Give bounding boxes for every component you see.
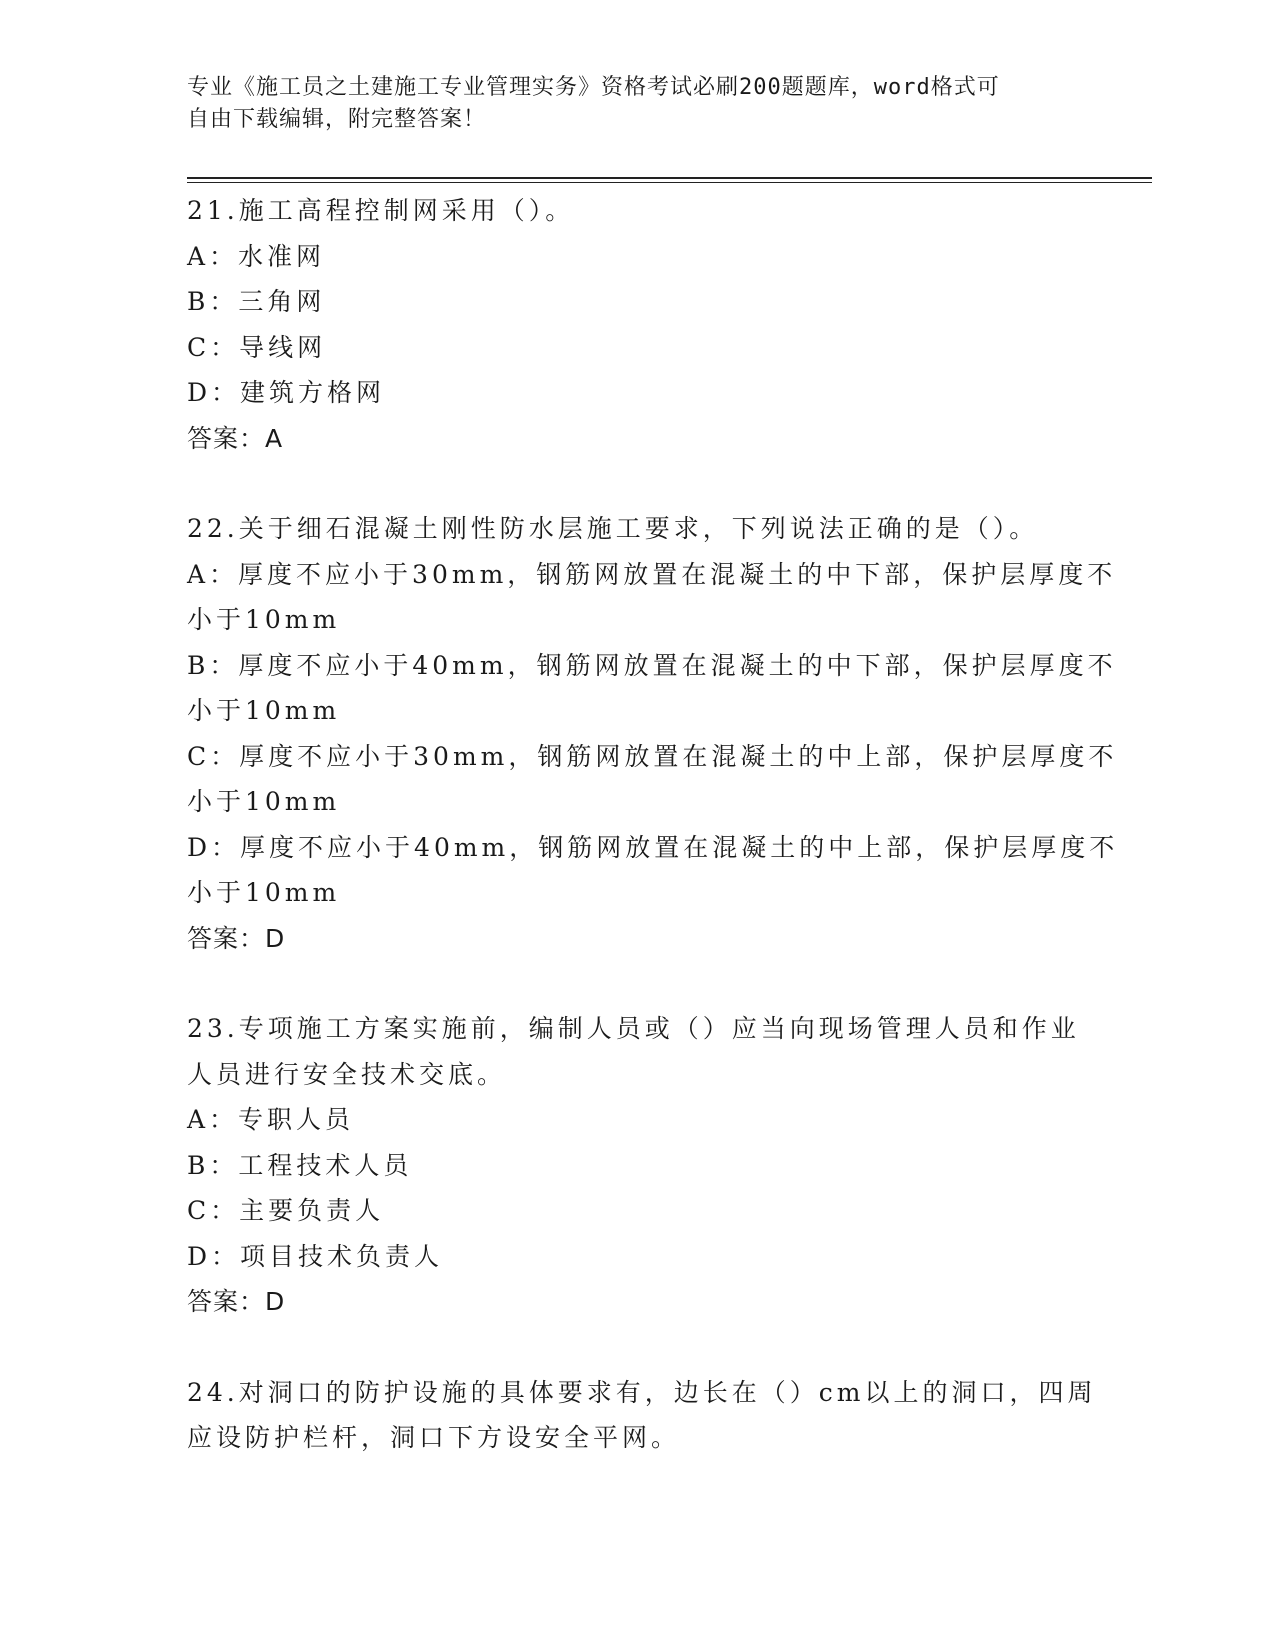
answer-option: 小于10mm <box>187 605 341 634</box>
question-list <box>187 188 1119 1506</box>
question-stem: 21.施工高程控制网采用（）。 <box>187 196 575 225</box>
question-block <box>187 188 1087 461</box>
question-stem: 22.关于细石混凝土刚性防水层施工要求，下列说法正确的是（）。 <box>187 514 1039 543</box>
question-stem: 应设防护栏杆，洞口下方设安全平网。 <box>187 1423 681 1452</box>
question-stem: 23.专项施工方案实施前，编制人员或（）应当向现场管理人员和作业 <box>187 1014 1080 1043</box>
header-divider-thick <box>187 177 1152 179</box>
answer-option: C：主要负责人 <box>187 1196 385 1225</box>
answer-key: 答案：D <box>187 1287 286 1316</box>
header-divider-thin <box>187 182 1152 183</box>
answer-option: 小于10mm <box>187 787 341 816</box>
header-line-1: 专业《施工员之土建施工专业管理实务》资格考试必刷200题题库，word格式可 <box>187 75 1000 100</box>
answer-option: C：厚度不应小于30mm，钢筋网放置在混凝土的中上部，保护层厚度不 <box>187 741 1118 771</box>
answer-option: D：建筑方格网 <box>187 378 386 407</box>
question-block <box>187 506 1119 961</box>
answer-option: B：厚度不应小于40mm，钢筋网放置在混凝土的中下部，保护层厚度不 <box>187 650 1117 680</box>
question-block <box>187 1370 1097 1461</box>
answer-option: A：水准网 <box>187 241 326 271</box>
answer-option: A：厚度不应小于30mm，钢筋网放置在混凝土的中下部，保护层厚度不 <box>187 559 1117 589</box>
answer-key: 答案：A <box>187 423 284 453</box>
question-block <box>187 1006 1087 1325</box>
answer-option: D：厚度不应小于40mm，钢筋网放置在混凝土的中上部，保护层厚度不 <box>187 832 1119 862</box>
question-stem: 24.对洞口的防护设施的具体要求有，边长在（）cm以上的洞口，四周 <box>187 1377 1097 1407</box>
answer-option: 小于10mm <box>187 878 341 907</box>
answer-option: 小于10mm <box>187 696 341 725</box>
header-line-2: 自由下载编辑，附完整答案！ <box>187 107 487 132</box>
answer-option: A：专职人员 <box>187 1105 355 1134</box>
document-header <box>187 72 1067 136</box>
answer-key: 答案：D <box>187 923 286 953</box>
answer-option: D：项目技术负责人 <box>187 1241 444 1271</box>
answer-option: B：工程技术人员 <box>187 1150 413 1180</box>
question-stem: 人员进行安全技术交底。 <box>187 1059 507 1089</box>
answer-option: C：导线网 <box>187 332 327 362</box>
answer-option: B：三角网 <box>187 287 326 316</box>
